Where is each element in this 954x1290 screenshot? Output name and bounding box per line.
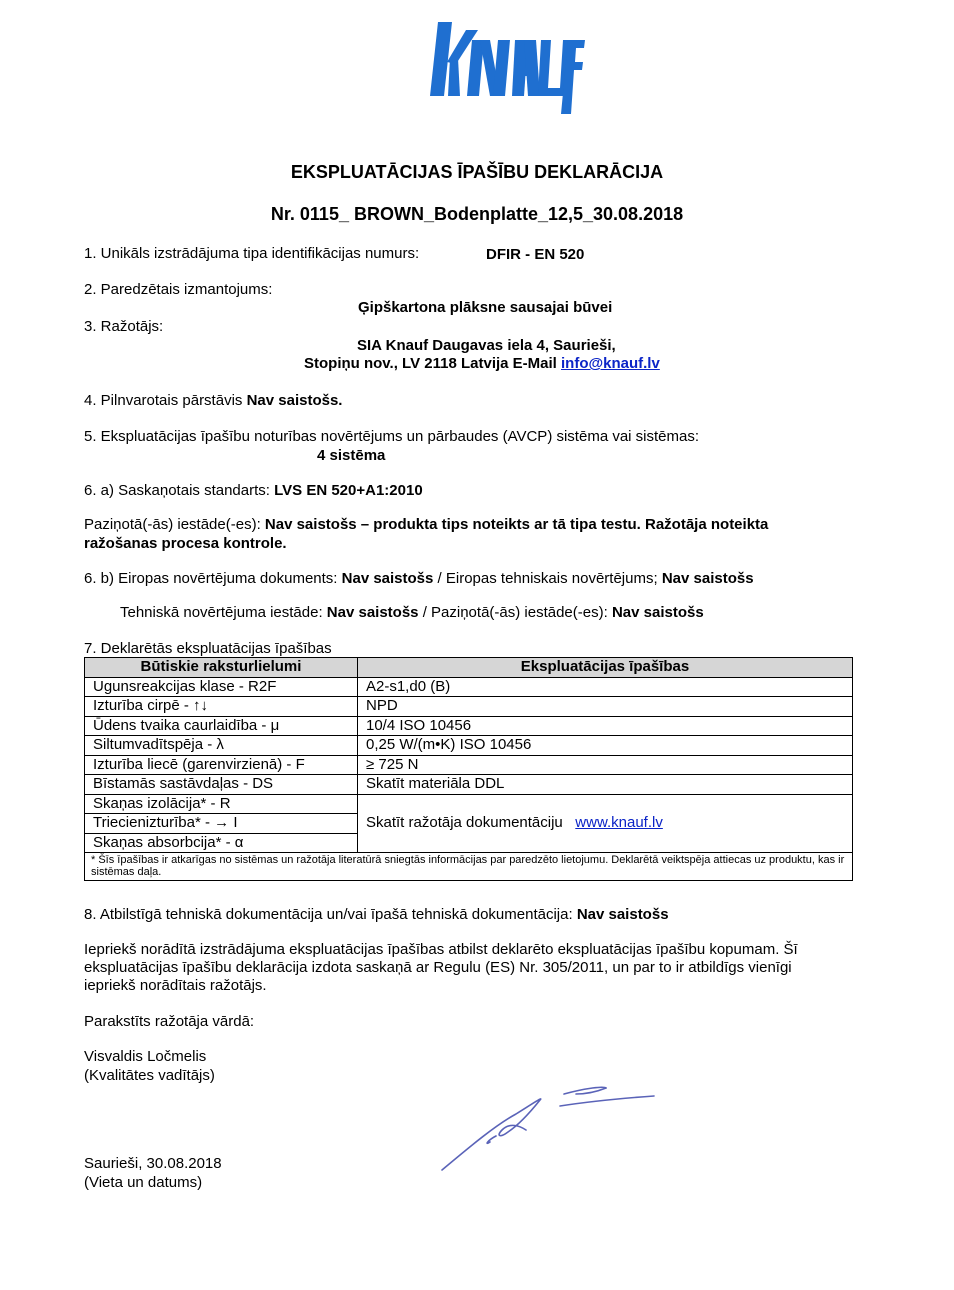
manufacturer-line-2: [304, 355, 660, 372]
table-footnote: * Šīs īpašības ir atkarīgas no sistēmas un ražotāja literatūrā sniegtās informācijas par paredzēto lietojumu. Deklarētā veiktspēja attiecas uz produktu, kas ir sistēmas daļa.: [85, 853, 853, 881]
table-cell: Triecienizturība* - → I: [85, 814, 358, 834]
conformity-line-2: ekspluatācijas īpašību deklarācija izdota saskaņā ar Regulu (ES) Nr. 305/2011, un par to ir atbildīgs vienīgi: [84, 959, 792, 976]
table-row: [85, 775, 853, 795]
section-6b-mid: / Eiropas tehniskais novērtējums;: [437, 570, 658, 587]
section-4-value: Nav saistošs.: [246, 392, 343, 409]
notified-body: [84, 516, 768, 533]
conformity-line-1: Iepriekš norādītā izstrādājuma ekspluatācijas īpašības atbilst deklarēto ekspluatācijas īpašību kopumam. Šī: [84, 941, 798, 958]
table-row: [85, 736, 853, 756]
section-3-label: 3. Ražotājs:: [84, 318, 164, 335]
table-row: [85, 794, 853, 814]
section-2-label: 2. Paredzētais izmantojums:: [84, 281, 273, 298]
table-header: Būtiskie raksturlielumi: [85, 658, 358, 678]
section-7-label: 7. Deklarētās ekspluatācijas īpašības: [84, 640, 332, 657]
technical-body: [120, 604, 704, 621]
table-row: [85, 716, 853, 736]
acoustic-value-cell: [358, 794, 853, 853]
signed-by-label: Parakstīts ražotāja vārdā:: [84, 1013, 255, 1030]
section-6b: [84, 570, 754, 587]
technical-body-value-2: Nav saistošs: [611, 604, 704, 621]
technical-body-value-1: Nav saistošs: [326, 604, 419, 621]
table-cell: ≥ 725 N: [358, 755, 853, 775]
table-cell: Skaņas izolācija* - R: [85, 794, 358, 814]
notified-body-value-1: Nav saistošs – produkta tips noteikts ar tā tipa testu. Ražotāja noteikta: [264, 516, 769, 533]
table-cell: Skatīt materiāla DDL: [358, 775, 853, 795]
section-2-value: Ģipškartona plāksne sausajai būvei: [358, 299, 613, 316]
table-row: [85, 677, 853, 697]
table-footnote-row: [85, 853, 853, 881]
table-cell: Izturība liecē (garenvirzienā) - F: [85, 755, 358, 775]
manufacturer-line-1: SIA Knauf Daugavas iela 4, Saurieši,: [357, 337, 616, 354]
section-8-value: Nav saistošs: [576, 906, 669, 923]
manufacturer-address: Stopiņu nov., LV 2118 Latvija E-Mail: [304, 355, 557, 372]
section-5-label: 5. Ekspluatācijas īpašību noturības novērtējums un pārbaudes (AVCP) sistēma vai sistēmas:: [84, 428, 700, 445]
section-6b-value-2: Nav saistošs: [661, 570, 754, 587]
document-number: Nr. 0115_ BROWN_Bodenplatte_12,5_30.08.2018: [270, 204, 684, 224]
section-5-value: 4 sistēma: [317, 447, 386, 464]
acoustic-value: Skatīt ražotāja dokumentāciju: [366, 814, 563, 832]
document-title: EKSPLUATĀCIJAS ĪPAŠĪBU DEKLARĀCIJA: [290, 162, 664, 182]
section-1-value: DFIR - EN 520: [486, 246, 585, 263]
table-cell: Skaņas absorbcija* - α: [85, 833, 358, 853]
properties-table: [84, 657, 853, 881]
table-cell: Ugunsreakcijas klase - R2F: [85, 677, 358, 697]
section-8-label: 8. Atbilstīgā tehniskā dokumentācija un/vai īpašā tehniskā dokumentācija:: [84, 906, 573, 923]
section-6a-value: LVS EN 520+A1:2010: [274, 482, 423, 499]
signer-role: (Kvalitātes vadītājs): [84, 1067, 215, 1084]
section-6b-label: 6. b) Eiropas novērtējuma dokuments:: [84, 570, 338, 587]
table-cell: Izturība cirpē - ↑↓: [85, 697, 358, 717]
table-row: [85, 697, 853, 717]
table-cell: 10/4 ISO 10456: [358, 716, 853, 736]
section-6a-label: 6. a) Saskaņotais standarts:: [84, 482, 270, 499]
technical-body-label: Tehniskā novērtējuma iestāde:: [120, 604, 323, 621]
section-6b-value-1: Nav saistošs: [341, 570, 434, 587]
place-date: Saurieši, 30.08.2018: [84, 1155, 222, 1172]
email-link[interactable]: info@knauf.lv: [561, 355, 660, 372]
section-4: [84, 392, 342, 409]
signer-name: Visvaldis Ločmelis: [84, 1048, 207, 1065]
table-header: Ekspluatācijas īpašības: [358, 658, 853, 678]
table-row: [85, 755, 853, 775]
table-header-row: [85, 658, 853, 678]
section-1-label: 1. Unikāls izstrādājuma tipa identifikācijas numurs:: [84, 245, 420, 262]
table-cell: Siltumvadītspēja - λ: [85, 736, 358, 756]
notified-body-label: Paziņotā(-ās) iestāde(-es):: [84, 516, 261, 533]
section-6a: [84, 482, 423, 499]
section-8: [84, 906, 669, 923]
table-cell: 0,25 W/(m•K) ISO 10456: [358, 736, 853, 756]
conformity-line-3: iepriekš norādītais ražotājs.: [84, 977, 267, 994]
section-4-label: 4. Pilnvarotais pārstāvis: [84, 392, 243, 409]
technical-body-mid: / Paziņotā(-ās) iestāde(-es):: [422, 604, 608, 621]
knauf-logo: [420, 18, 585, 114]
table-cell: NPD: [358, 697, 853, 717]
place-date-label: (Vieta un datums): [84, 1174, 203, 1191]
section-1: [84, 245, 419, 262]
table-cell: Ūdens tvaika caurlaidība - μ: [85, 716, 358, 736]
table-cell: Bīstamās sastāvdaļas - DS: [85, 775, 358, 795]
website-link[interactable]: www.knauf.lv: [575, 814, 663, 832]
table-cell: A2-s1,d0 (B): [358, 677, 853, 697]
notified-body-value-2: ražošanas procesa kontrole.: [84, 535, 287, 552]
signature-image: [436, 1080, 662, 1176]
